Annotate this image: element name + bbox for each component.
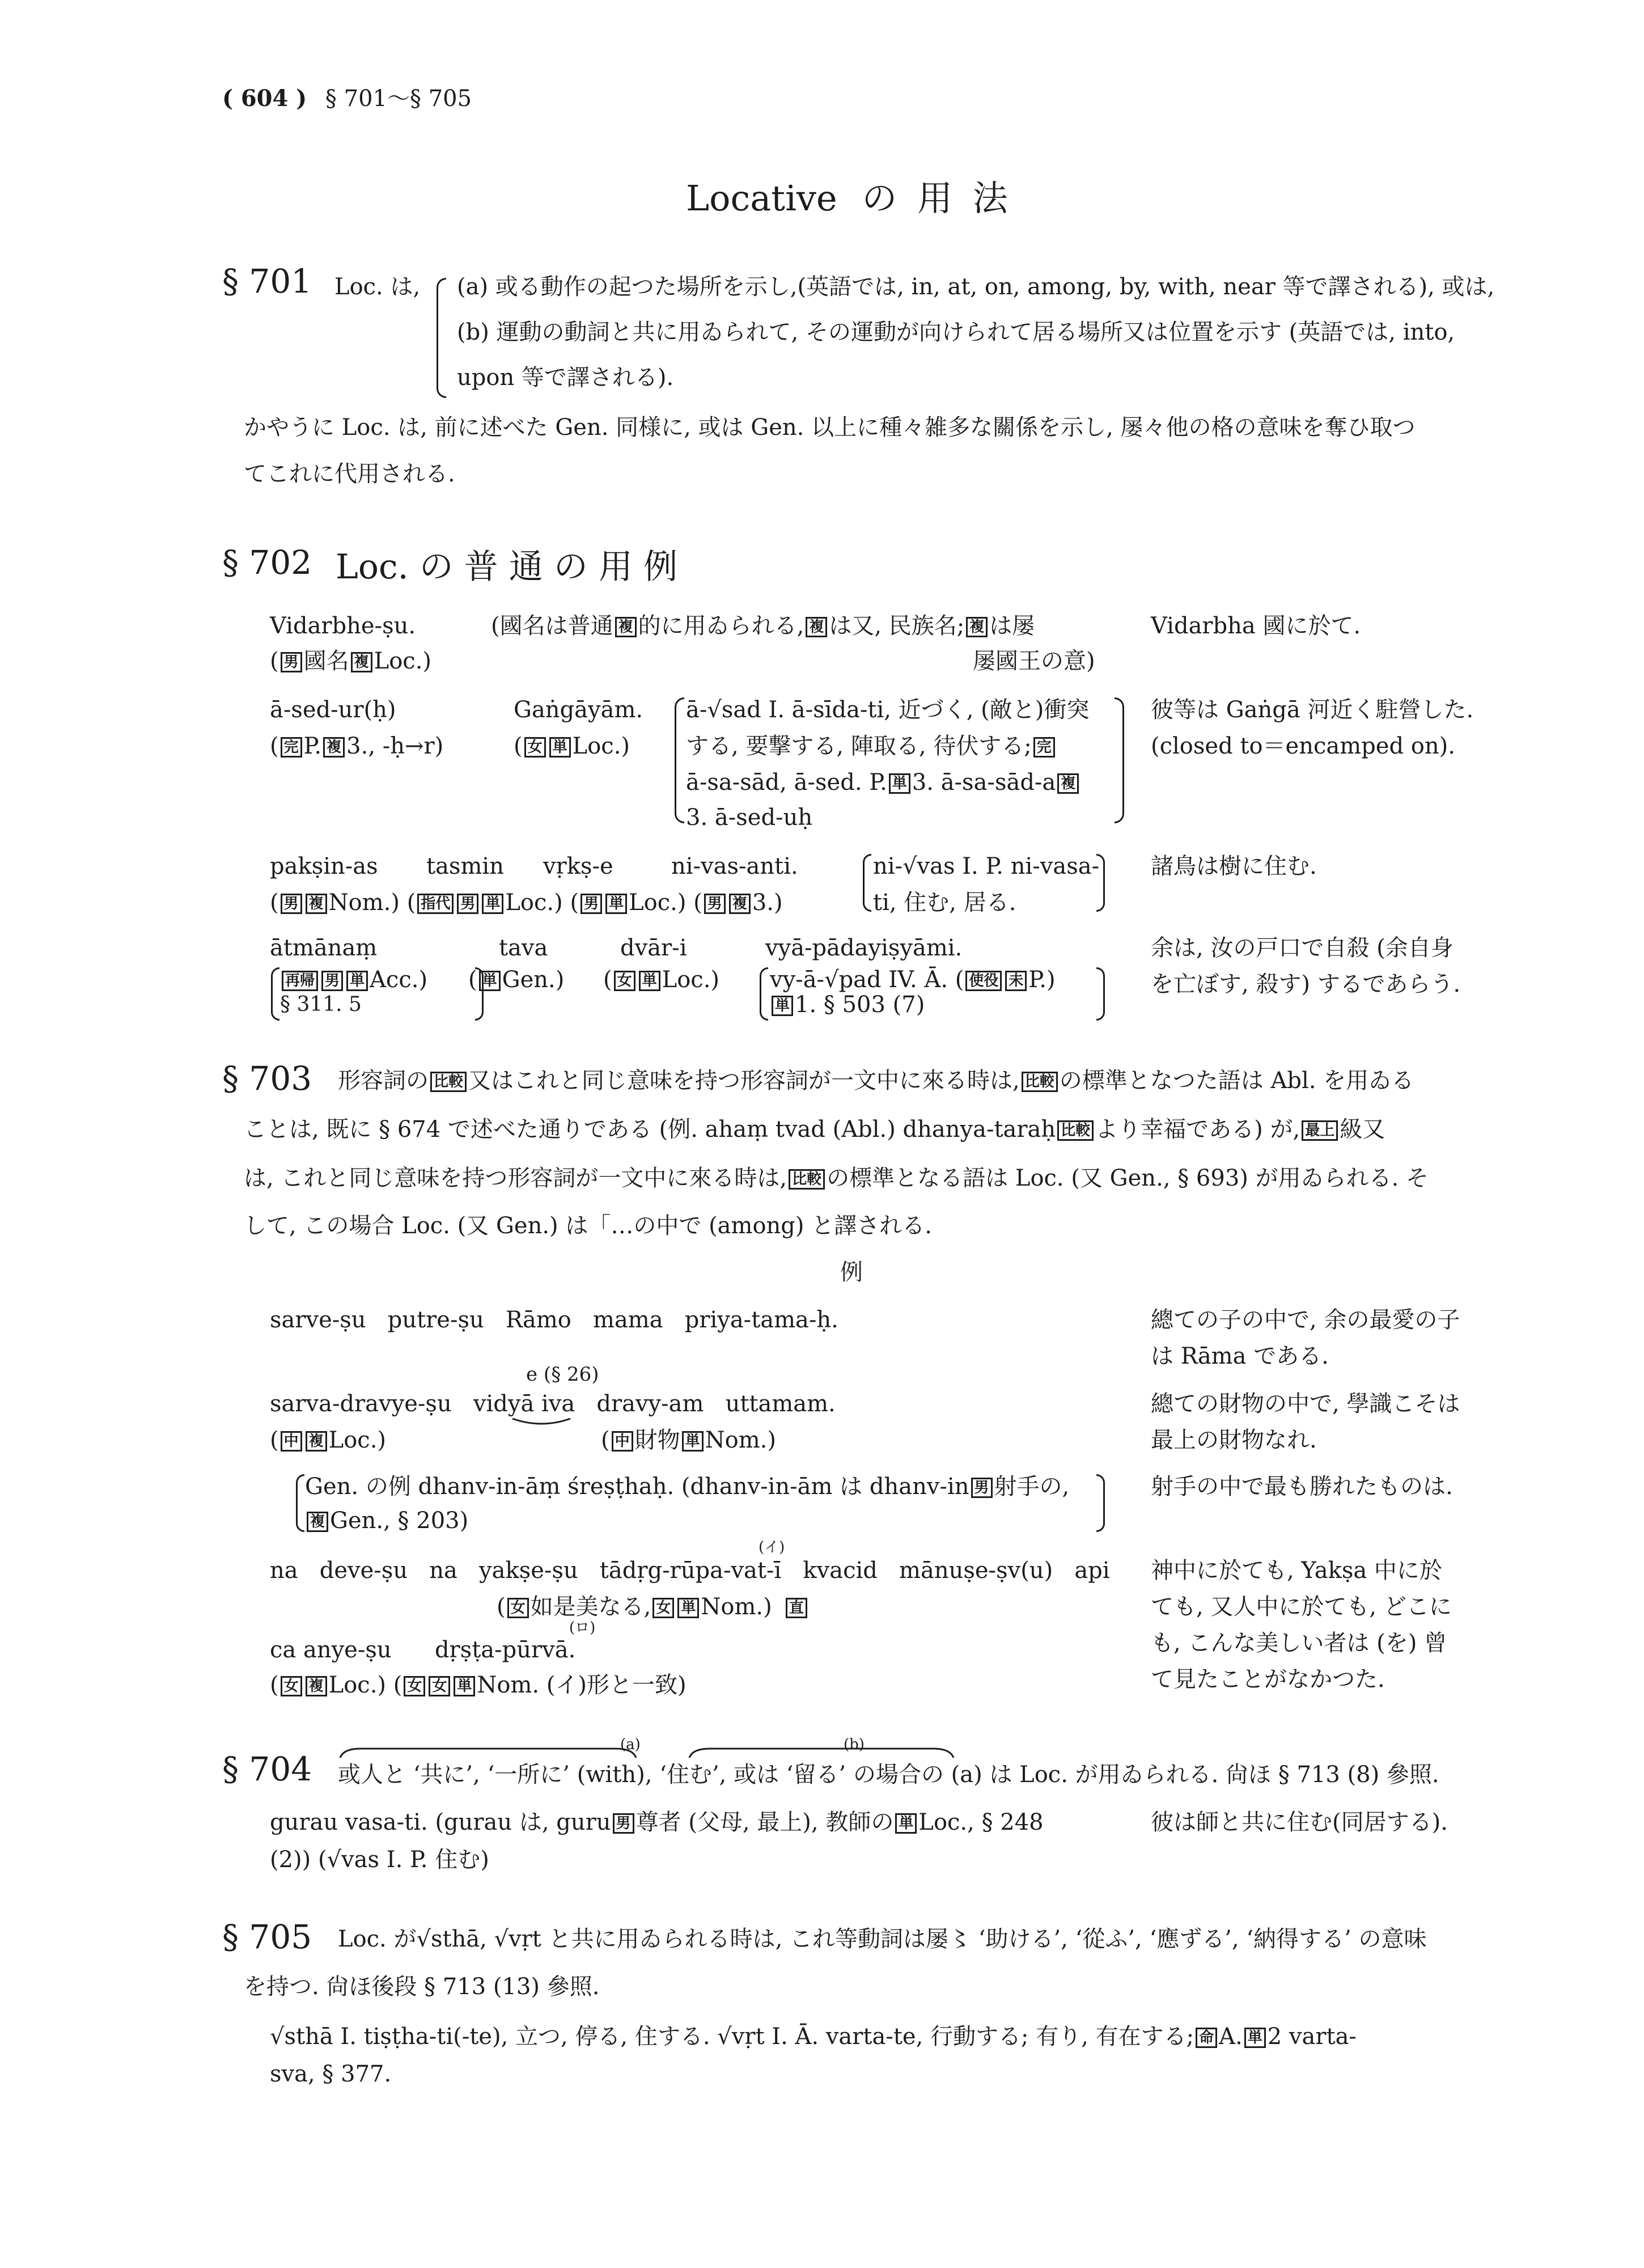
abbr-box: 複 [351,652,372,672]
s702-e4-word-2: tava [499,935,548,961]
gloss-text: ( [270,733,279,759]
s702-e1-word: Vidarbhe-ṣu. [270,613,416,639]
body-text: 又はこれと同じ意味を持つ形容詞が一文中に來る時は, [468,1068,1020,1094]
s703-e2-translation-2: 最上の財物なれ. [1151,1427,1317,1453]
abbr-box: 単 [682,1431,704,1452]
s702-e1-gloss-3 [270,646,431,676]
gloss-text: gurau vasa-ti. (gurau は, guru [270,1809,611,1835]
gloss-text: ( [514,733,523,759]
gloss-text: 射手の, [994,1474,1070,1500]
s703-e4-line-1: na deve-ṣu na yakṣe-ṣu tādṛg-rūpa-vat-ī kvacid mānuṣe-ṣv(u) api [270,1558,1110,1584]
s702-e4-word-3: dvār-i [620,935,687,961]
s702-e1-translation: Vidarbha 國に於て. [1151,613,1361,639]
s702-e2-translation-2: (closed to＝encamped on). [1151,733,1455,759]
s703-e4-translation-4: て見たことがなかつた. [1151,1666,1385,1692]
brace-left [271,967,279,1021]
s702-e4-word-4: vyā-pādayiṣyāmi. [765,935,963,961]
abbr-box: 中 [281,1431,302,1452]
abbr-box: 未 [1005,971,1027,991]
abbr-box: 複 [615,617,637,637]
gloss-text: Loc.) [505,890,563,916]
abbr-box: 再帰 [282,971,318,991]
abbr-box: 男 [613,1813,634,1834]
abbr-box: 複 [806,617,827,637]
s703-e4-translation-3: も, こんな美しい者は (を) 曾 [1151,1630,1447,1656]
brace-left [437,278,446,398]
gloss-text: Nom. (イ)形と一致) [477,1672,687,1698]
body-text: より幸福である) が, [1095,1116,1300,1143]
body-text: 形容詞の [338,1068,429,1094]
gloss-text: Nom.) [328,890,400,916]
s701-line-c: upon 等で譯される). [457,365,674,391]
body-text: の標準となる語は Loc. (又 Gen., § 693) が用ゐられる. そ [827,1165,1429,1191]
brace-right [1096,967,1105,1021]
s705-line-2: を持つ. 尙ほ後段 § 713 (13) 參照. [244,1974,600,2000]
gloss-text: (國名は普通 [491,613,613,639]
abbr-box: 単 [479,971,501,991]
abbr-box: 複 [306,1676,327,1696]
gloss-text: 的に用ゐられる, [638,613,804,639]
gloss-text: 如是美なる, [530,1594,651,1620]
s702-e3-glosses: ( 男 複 Nom.) ( 指代 男 単 Loc.) ( 男 単 Loc.) ( 男 複 3.) [270,890,783,916]
gloss-text: Gen., § 203) [330,1508,469,1534]
gloss-text: は又, 民族名; [829,613,965,639]
s702-e3-word-1: pakṣin-as [270,853,378,879]
abbr-box: 単 [454,1676,475,1696]
s702-e3-word-2: tasmin [426,853,504,879]
abbr-box: 複 [306,1431,327,1452]
gloss-text: Loc.) [328,1672,387,1698]
abbr-box: 単 [895,1813,917,1834]
gloss-text: Loc.) [328,1427,387,1453]
s703-line-2 [244,1115,1385,1144]
s702-e4-translation-1: 余は, 汝の戸口で自殺 (余自身 [1151,935,1454,961]
brace-right [1096,1474,1105,1532]
body-text: ことは, 既に § 674 で述べた通りである (例. ahaṃ tvad (Abl.) dhanya-taraḥ [244,1116,1056,1143]
gloss-text: 3., -ḥ→r) [346,733,444,759]
body-text: 級又 [1340,1116,1385,1143]
abbr-box: 女 [507,1598,529,1618]
body-text: の標準となつた語は Abl. を用ゐる [1059,1068,1414,1094]
s703-e4-translation-1: 神中に於ても, Yakṣa 中に於 [1151,1558,1442,1584]
s701-para-2: てこれに代用される. [244,461,455,487]
abbr-box: 男 [281,894,302,914]
abbr-box: 男 [457,894,478,914]
section-701-number: § 701 [222,262,312,301]
abbr-box: 単 [677,1598,699,1618]
s703-e3-translation: 射手の中で最も勝れたものは. [1151,1474,1453,1500]
s702-e3-note-2: ti, 住む, 居る. [873,890,1016,916]
s702-e4-gloss-2: ( 単 Gen.) [468,967,565,993]
abbr-box: 完 [1033,737,1055,758]
page-title [686,170,1012,221]
s703-line-3 [244,1163,1429,1193]
mark-a: (a) [620,1736,641,1753]
title-rest: の 用 法 [862,177,1012,219]
s704-line-1: 或人と ‘共に’, ‘一所に’ (with), ‘住む’, 或は ‘留る’ の場合の (a) は Loc. が用ゐられる. 尙ほ § 713 (8) 參照. [338,1762,1439,1788]
gloss-text: Loc.) [629,890,687,916]
gloss-text: 財物 [634,1427,680,1453]
s703-e3-note-1 [305,1472,1069,1501]
gloss-text: A. [1219,2024,1243,2050]
abbr-box: 完 [281,737,302,758]
abbr-box: 複 [307,1512,328,1532]
abbr-box: 複 [966,617,988,637]
abbr-box: 単 [549,737,571,758]
gloss-text: 3.) [752,890,783,916]
s701-line-b: (b) 運動の動詞と共に用ゐられて, その運動が向けられて居る場所又は位置を示す (英語では, into, [457,319,1455,345]
abbr-box: 複 [1057,773,1079,794]
mark-ro: (ロ) [569,1619,596,1636]
abbr-box: 比較 [789,1169,825,1190]
gloss-text: P.) [1028,967,1056,993]
abbr-box: 女 [429,1676,450,1696]
s703-e4-gloss-1: ( 女 如是美なる, 女 単 Nom.) 直 [497,1592,809,1622]
abbr-box: 女 [524,737,546,758]
abbr-box: 男 [321,971,343,991]
s702-e3-word-3: vṛkṣ-e [543,853,613,879]
s702-e2-note-3 [686,768,1081,797]
s703-line-4: して, この場合 Loc. (又 Gen.) は「…の中で (among) と譯される. [244,1213,932,1239]
s702-e3-note-1: ni-√vas I. P. ni-vasa- [873,853,1100,879]
abbr-box: 単 [639,971,660,991]
s702-e2-gloss-1 [270,731,443,761]
gloss-text: vy-ā-√pad IV. Ā. [770,967,948,993]
s703-example-heading: 例 [840,1259,863,1285]
s702-e2-word-1: ā-sed-ur(ḥ) [270,697,396,723]
abbr-box: 複 [729,894,751,914]
brace-left [760,967,768,1021]
abbr-box: 複 [306,894,327,914]
gloss-text: は屡 [989,613,1035,639]
gloss-text: P. [303,733,322,759]
section-range: § 701～§ 705 [325,86,472,112]
s702-e3-word-4: ni-vas-anti. [671,853,798,879]
abbr-box: 女 [614,971,635,991]
abbr-box: 男 [704,894,726,914]
gloss-text: ( [270,648,279,674]
abbr-box: 男 [971,1478,993,1498]
s703-e3-note-2 [305,1506,468,1535]
abbr-box: 女 [281,1676,302,1696]
abbr-box: 比較 [1022,1072,1058,1092]
s704-line-3: (2)) (√vas I. P. 住む) [270,1847,489,1873]
s702-e2-note-2 [686,731,1057,761]
s703-e1-translation-2: は Rāma である. [1151,1343,1329,1369]
gloss-text: Nom.) [705,1427,776,1453]
gloss-text: 3. ā-sa-sād-a [912,769,1056,796]
s702-e2-gloss-2 [514,731,630,761]
brace-left [296,1474,304,1532]
gloss-text: 2 varta- [1267,2024,1357,2050]
overbrace-marks [338,1741,961,1761]
s704-translation: 彼は師と共に住む(同居する). [1151,1809,1448,1835]
s703-e4-line-2: ca anye-ṣu dṛṣṭa-pūrvā. [270,1637,576,1663]
s703-line-1 [338,1066,1414,1095]
sandhi-tie-mark [510,1416,573,1428]
abbr-box: 女 [652,1598,674,1618]
s702-e4-word-1: ātmānaṃ [270,935,378,961]
gloss-text: Loc.) [572,733,630,759]
abbr-box: 最上 [1302,1120,1338,1141]
s705-line-1: Loc. が√sthā, √vṛt と共に用ゐられる時は, これ等動詞は屡〻 ‘助ける’, ‘從ふ’, ‘應ずる’, ‘納得する’ の意味 [338,1926,1427,1952]
s703-e2-gloss-1: ( 中 複 Loc.) [270,1427,387,1453]
gloss-text: ā-sa-sād, ā-sed. P. [686,769,887,796]
abbr-box: 中 [612,1431,633,1452]
s702-e1-gloss-1 [491,611,1035,641]
gloss-text: √sthā I. tiṣṭha-ti(-te), 立つ, 停る, 住する. √vṛt I. Ā. varta-te, 行動する; 有り, 有在する; [270,2024,1194,2050]
mark-i: (イ) [759,1539,785,1556]
gloss-text: Loc., § 248 [918,1809,1044,1835]
abbr-box: 単 [1244,2028,1266,2048]
abbr-box: 使役 [965,971,1002,991]
s702-e3-translation: 諸鳥は樹に住む. [1151,853,1317,879]
s703-e1-translation-1: 總ての子の中で, 余の最愛の子 [1151,1307,1460,1333]
page-number: ( 604 ) [222,85,307,112]
s702-e1-gloss-2: 屡國王の意) [973,648,1095,674]
gloss-text: 尊者 (父母, 最上), 教師の [635,1809,894,1835]
s703-e2-gloss-2: ( 中 財物 単 Nom.) [601,1427,776,1453]
s702-e4-gloss-1b: § 311. 5 [280,993,362,1016]
body-text: は, これと同じ意味を持つ形容詞が一文中に來る時は, [244,1165,787,1191]
abbr-box: 単 [772,996,793,1016]
s702-e2-translation-1: 彼等は Gaṅgā 河近く駐營した. [1151,697,1474,723]
s703-e2-translation-1: 總ての財物の中で, 學識こそは [1151,1391,1460,1417]
abbr-box: 単 [605,894,627,914]
s702-e2-note-1: ā-√sad I. ā-sīda-ti, 近づく, (敵と)衝突 [686,697,1090,723]
s703-e4-gloss-2: ( 女 複 Loc.) ( 女 女 単 Nom. (イ)形と一致) [270,1672,687,1698]
gloss-text: 國名 [303,648,349,674]
gloss-text: 1. § 503 (7) [795,992,925,1018]
s703-e4-translation-2: ても, 又人中に於ても, どこに [1151,1594,1452,1620]
gloss-text: Gen. の例 dhanv-in-āṃ śreṣṭhaḥ. (dhanv-in-ām は dhanv-in [305,1474,969,1500]
s701-para-1: かやうに Loc. は, 前に述べた Gen. 同様に, 或は Gen. 以上に種々雑多な關係を示し, 屡々他の格の意味を奪ひ取つ [244,414,1416,441]
gloss-text: Gen.) [502,967,565,993]
gloss-text: する, 要撃する, 陣取る, 待伏する; [686,733,1032,759]
s702-e2-word-2: Gaṅgāyām. [514,697,643,723]
s701-line-a: (a) 或る動作の起つた場所を示し,(英語では, in, at, on, among, by, with, near 等で譯される), 或は, [457,274,1495,300]
gloss-text: Acc.) [370,967,428,993]
s705-line-3 [270,2022,1357,2051]
abbr-box: 指代 [417,894,454,914]
s703-e2-sentence: sarva-dravye-ṣu vidyā iva dravy-am uttamam. [270,1391,836,1417]
brace-left [863,854,871,912]
brace-right [1115,697,1124,823]
section-702-title: Loc. の 普 通 の 用 例 [336,547,678,587]
s703-e1-sentence: sarve-ṣu putre-ṣu Rāmo mama priya-tama-ḥ. [270,1307,838,1333]
section-705-number: § 705 [222,1918,312,1956]
abbr-box: 単 [482,894,503,914]
abbr-box: 男 [281,652,302,672]
s703-e2-note: e (§ 26) [526,1363,599,1386]
abbr-box: 命 [1196,2028,1217,2048]
gloss-text: Loc.) [662,967,720,993]
s702-e4-gloss-3: ( 女 単 Loc.) [603,967,720,993]
s704-line-2 [270,1808,1044,1837]
abbr-box: 女 [404,1676,425,1696]
abbr-box: 比較 [1057,1120,1094,1141]
abbr-box: 単 [889,773,910,794]
abbr-box: 単 [346,971,368,991]
abbr-box: 直 [786,1598,807,1618]
s701-lead: Loc. は, [334,274,421,300]
abbr-box: 男 [581,894,602,914]
section-703-number: § 703 [222,1059,312,1098]
brace-left [675,697,684,823]
section-704-number: § 704 [222,1750,312,1788]
s702-e4-translation-2: を亡ぼす, 殺す) するであらう. [1151,971,1461,997]
mark-b: (b) [844,1736,865,1753]
title-main: Locative [686,177,837,219]
gloss-text: Nom.) [701,1594,772,1620]
page-header [222,84,472,113]
s702-e2-note-4: 3. ā-sed-uḥ [686,805,813,831]
gloss-text: Loc.) [374,648,432,674]
s705-line-4: sva, § 377. [270,2061,392,2087]
section-702-number: § 702 [222,543,312,582]
abbr-box: 比較 [430,1072,467,1092]
abbr-box: 複 [323,737,345,758]
s702-e4-note-2 [770,990,925,1019]
s702-e4-note-1: vy-ā-√pad IV. Ā. ( 使役 未 P.) [770,967,1056,993]
